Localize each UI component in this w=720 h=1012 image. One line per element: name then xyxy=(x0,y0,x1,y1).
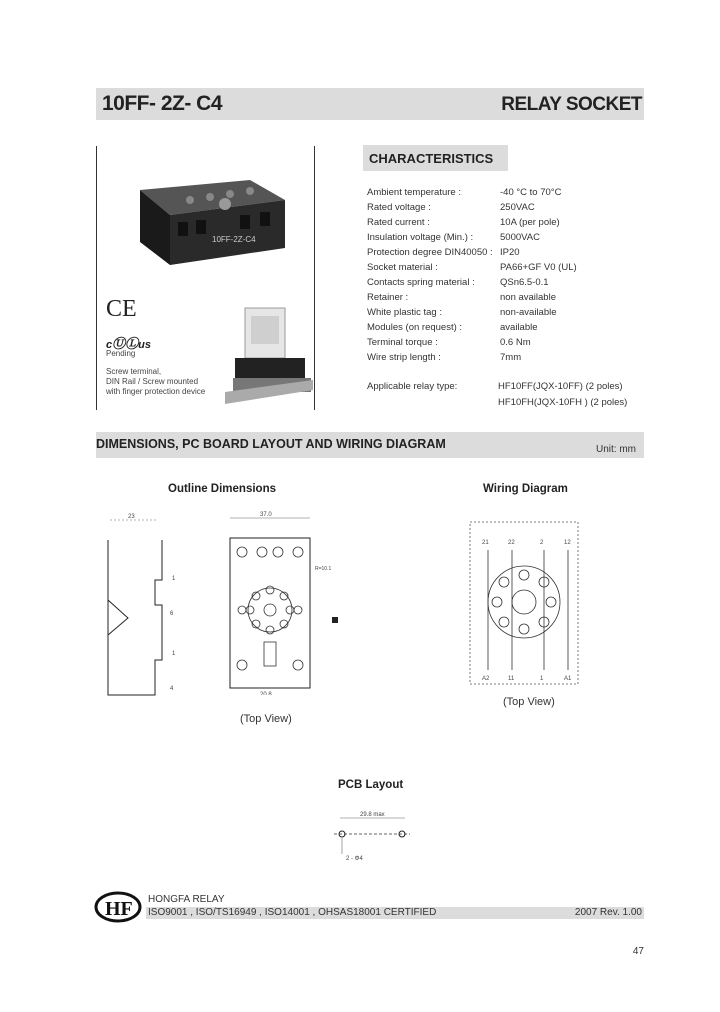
model-title: 10FF- 2Z- C4 xyxy=(102,92,223,115)
socket-photo xyxy=(130,160,290,270)
svg-text:6: 6 xyxy=(170,611,174,617)
top-view-drawing xyxy=(220,510,350,695)
spec-label: Ambient temperature : xyxy=(367,187,461,198)
svg-text:11: 11 xyxy=(508,676,515,682)
section-title: DIMENSIONS, PC BOARD LAYOUT AND WIRING DIAGRAM xyxy=(96,437,446,451)
spec-label: Insulation voltage (Min.) : xyxy=(367,232,474,243)
spec-value: -40 °C to 70°C xyxy=(500,187,562,198)
pcb-title: PCB Layout xyxy=(338,779,404,791)
hongfa-logo-icon xyxy=(94,891,142,923)
spec-value: 0.6 Nm xyxy=(500,337,531,348)
dim-20: 20.8 xyxy=(260,692,272,695)
svg-text:1: 1 xyxy=(540,676,544,682)
spec-label: Modules (on request) : xyxy=(367,322,463,333)
top-view-caption: (Top View) xyxy=(240,713,292,725)
unit-label: Unit: mm xyxy=(596,444,636,455)
spec-label: Socket material : xyxy=(367,262,438,273)
note-line: Screw terminal, xyxy=(106,367,162,376)
svg-text:1: 1 xyxy=(172,576,176,582)
company-name: HONGFA RELAY xyxy=(148,894,225,905)
outline-title: Outline Dimensions xyxy=(168,483,276,495)
dim-23: 23 xyxy=(128,514,135,520)
revision: 2007 Rev. 1.00 xyxy=(574,907,642,918)
spec-label: Wire strip length : xyxy=(367,352,441,363)
ul-c: c xyxy=(106,339,113,351)
spec-value: PA66+GF V0 (UL) xyxy=(500,262,577,273)
characteristics-title: CHARACTERISTICS xyxy=(369,151,494,166)
svg-text:2: 2 xyxy=(540,540,544,546)
spec-value: 7mm xyxy=(500,352,522,363)
pcb-dim: 29.8 max xyxy=(360,812,385,818)
spec-value: 5000VAC xyxy=(500,232,540,243)
spec-label: White plastic tag : xyxy=(367,307,442,318)
side-view-drawing xyxy=(100,510,190,700)
spec-value: available xyxy=(500,322,538,333)
panel-left-border xyxy=(96,146,97,410)
svg-text:22: 22 xyxy=(508,540,515,546)
certifications: ISO9001 , ISO/TS16949 , ISO14001 , OHSAS18001 CERTIFIED xyxy=(148,907,437,918)
spec-value: 250VAC xyxy=(500,202,535,213)
page-number: 47 xyxy=(632,946,644,957)
wiring-diagram xyxy=(468,520,580,690)
applicable-2: HF10FH(JQX-10FH ) (2 poles) xyxy=(498,397,628,408)
panel-right-border xyxy=(314,146,315,410)
svg-text:A1: A1 xyxy=(564,676,572,682)
svg-text:A2: A2 xyxy=(482,676,490,682)
ul-us: us xyxy=(138,339,151,351)
product-notes xyxy=(106,367,205,397)
dim-37: 37.0 xyxy=(260,512,272,518)
wiring-caption: (Top View) xyxy=(503,696,555,708)
ul-symbol: ⓊⓁ xyxy=(112,336,139,351)
ce-mark: CE xyxy=(106,296,137,322)
spec-value: non-available xyxy=(500,307,557,318)
svg-text:12: 12 xyxy=(564,540,571,546)
svg-text:R=10.1: R=10.1 xyxy=(315,566,332,572)
spec-label: Contacts spring material : xyxy=(367,277,475,288)
svg-text:1: 1 xyxy=(172,651,176,657)
pcb-dim2: 2 - Φ4 xyxy=(346,856,363,862)
logo-text: HF xyxy=(105,898,133,920)
relay-photo xyxy=(225,300,313,408)
spec-label: Rated current : xyxy=(367,217,430,228)
spec-value: non available xyxy=(500,292,556,303)
pcb-layout-drawing xyxy=(330,808,420,868)
pending-text: Pending xyxy=(106,349,136,358)
spec-value: 10A (per pole) xyxy=(500,217,560,228)
spec-label: Rated voltage : xyxy=(367,202,431,213)
note-line: DIN Rail / Screw mounted xyxy=(106,377,199,386)
note-line: with finger protection device xyxy=(106,387,206,396)
spec-label: Retainer : xyxy=(367,292,409,303)
spec-value: IP20 xyxy=(500,247,520,258)
applicable-label: Applicable relay type: xyxy=(367,381,458,392)
applicable-1: HF10FF(JQX-10FF) (2 poles) xyxy=(498,381,623,392)
svg-text:21: 21 xyxy=(482,540,489,546)
wiring-title: Wiring Diagram xyxy=(483,483,568,495)
product-title: RELAY SOCKET xyxy=(501,94,642,115)
socket-label: 10FF-2Z-C4 xyxy=(212,235,256,244)
spec-label: Terminal torque : xyxy=(367,337,438,348)
spec-label: Protection degree DIN40050 : xyxy=(367,247,493,258)
spec-value: QSn6.5-0.1 xyxy=(500,277,549,288)
svg-text:4: 4 xyxy=(170,686,174,692)
